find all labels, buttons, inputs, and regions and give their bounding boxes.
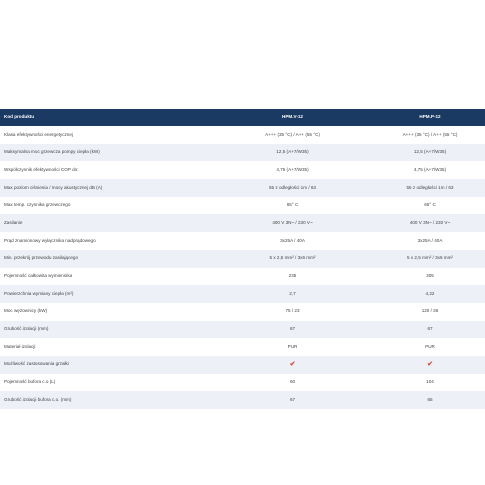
row-label: Współczynnik efektywności COP do: (4, 166, 79, 172)
row-value-p: 12,5 (A+7/W35) (413, 149, 447, 155)
row-value-v: 5 x 2,5 mm² / 3x6 mm² (269, 255, 316, 261)
header-col-hpm-p12: HPM.P-12 (419, 114, 441, 120)
row-value-p: 55 z odległości 1m / 63 (406, 184, 454, 190)
table-row (0, 232, 485, 250)
row-value-v: 12,5 (A+7/W35) (276, 149, 309, 155)
row-value-v: 60 (289, 379, 296, 385)
row-value-v: 2,7 (289, 290, 296, 296)
row-value-p: 5 x 2,5 mm² / 3x6 mm² (407, 255, 453, 261)
row-value-v: 67 (289, 396, 296, 402)
table-row (0, 144, 485, 162)
row-value-p: 65 (427, 396, 433, 402)
row-value-v (210, 361, 375, 368)
row-label: Grubość izolacji bufora c.o. (mm) (4, 396, 72, 402)
table-row (0, 356, 485, 374)
row-value-v: 4,75 (A+7/W35) (276, 166, 309, 172)
table-row (0, 285, 485, 303)
row-value-p: 4,22 (425, 290, 435, 296)
row-value-v: 67 (289, 326, 296, 332)
table-row (0, 321, 485, 339)
table-row (0, 161, 485, 179)
row-label: Max poziom ciśnienia / mocy akustycznej dB (A) (4, 184, 103, 190)
row-label: Prąd znamionowy wyłącznika nadprądowego (4, 237, 96, 243)
row-value-p: 3x25A / 40A (417, 237, 443, 243)
row-value-p: 65° C (424, 202, 436, 208)
row-value-p (375, 361, 485, 368)
header-col-hpm-v12: HPM.V-12 (282, 114, 303, 120)
row-value-p: A+++ (35 °C) / A++ (55 °C) (402, 131, 458, 137)
row-value-v: 3x25A / 40A (280, 237, 305, 243)
table-row (0, 126, 485, 144)
row-value-p: 400 V 3N~ / 230 V~ (409, 219, 451, 225)
checkmark-icon: ✔ (289, 361, 296, 369)
table-row (0, 338, 485, 356)
row-label: Moc wężownicy (kW) (4, 308, 48, 314)
row-label: Materiał izolacji (4, 343, 36, 349)
row-value-p: 305 (426, 273, 434, 279)
row-label: Min. przekrój przewodu zasilającego (4, 255, 79, 261)
table-row (0, 303, 485, 321)
row-value-p: 120 / 36 (421, 308, 439, 314)
table-row (0, 268, 485, 286)
row-label: Zasilanie (4, 219, 23, 225)
row-label: Możliwość zastosowania grzałki (4, 361, 69, 367)
row-value-v: PUR (287, 343, 298, 349)
table-row (0, 179, 485, 197)
table-row (0, 214, 485, 232)
row-value-v: 75 / 23 (285, 308, 300, 314)
row-label: Maksymalna moc grzewcza pompy ciepła (kW) (4, 149, 100, 155)
row-value-v: 55 z odległości 1m / 63 (269, 184, 316, 190)
table-row (0, 391, 485, 409)
row-label: Max temp. czynnika grzewczego (4, 202, 71, 208)
header-label: Kod produktu (4, 114, 35, 120)
row-value-p: 67 (427, 326, 433, 332)
table-row (0, 250, 485, 268)
row-label: Pojemność całkowita wymiennika (4, 273, 73, 279)
row-value-v: A+++ (35 °C) / A++ (55 °C) (265, 131, 320, 137)
row-label: Pojemność bufora c.o (L) (4, 379, 56, 385)
product-spec-table (0, 109, 485, 409)
row-label: Klasa efektywności energetycznej (4, 131, 73, 137)
table-row (0, 197, 485, 215)
row-label: Grubość izolacji (mm) (4, 326, 49, 332)
row-label: Powierzchnia wymiany ciepła (m²) (4, 290, 74, 296)
row-value-v: 235 (288, 273, 297, 279)
row-value-p: PUR (425, 343, 435, 349)
table-header-row (0, 109, 485, 126)
row-value-v: 400 V 3N~ / 230 V~ (272, 219, 313, 225)
row-value-p: 4,75 (A+7/W35) (413, 166, 447, 172)
row-value-v: 65° C (286, 202, 299, 208)
checkmark-icon: ✔ (427, 361, 433, 369)
table-row (0, 374, 485, 392)
row-value-p: 104 (426, 379, 434, 385)
